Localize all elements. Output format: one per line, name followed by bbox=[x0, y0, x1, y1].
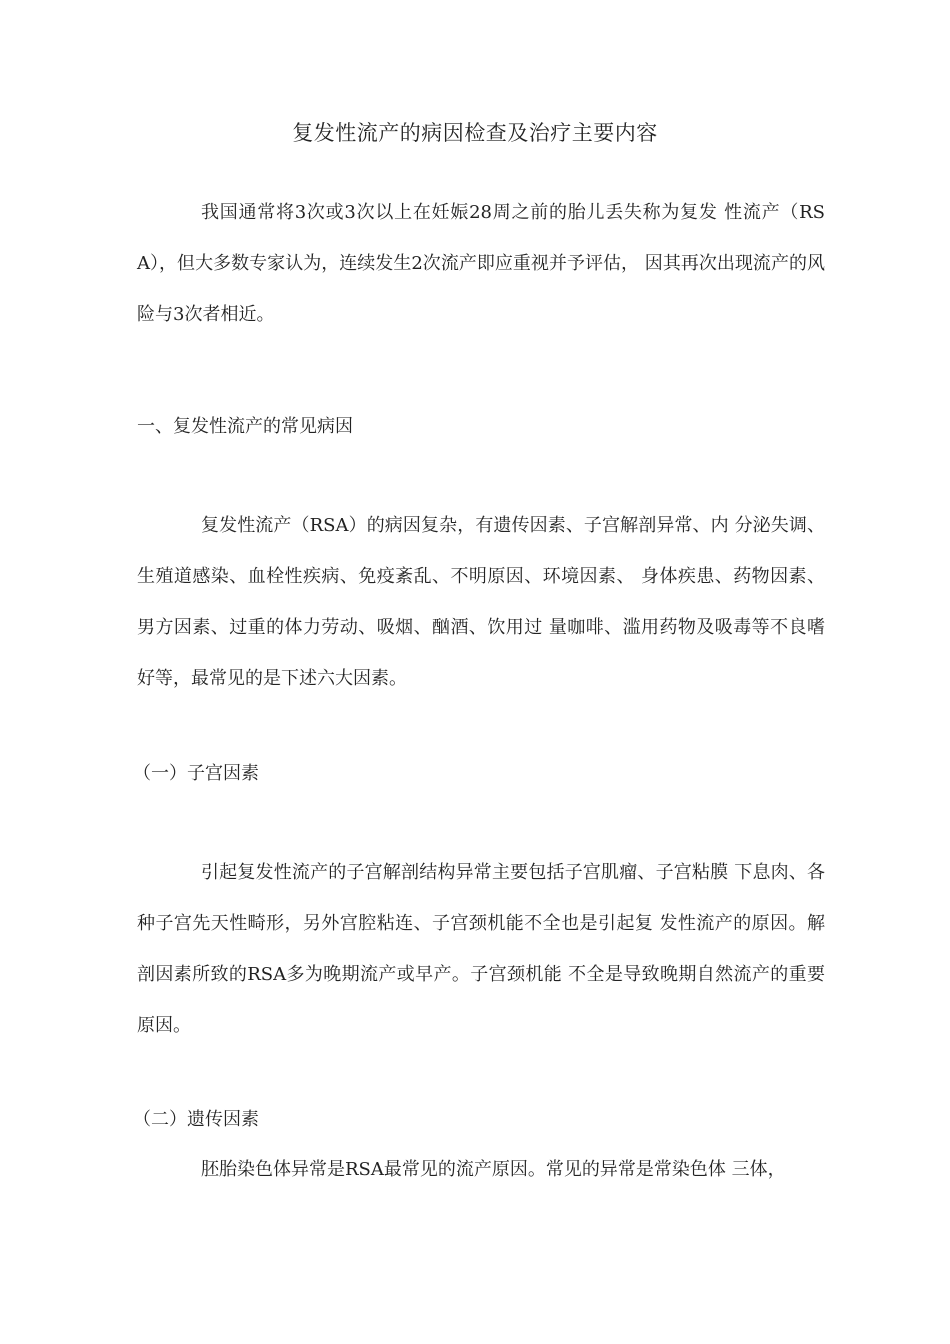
genetic-paragraph: 胚胎染色体异常是RSA最常见的流产原因。常见的异常是常染色体 三体， bbox=[201, 1159, 786, 1180]
subsection-heading-uterine: （一）子宫因素 bbox=[133, 763, 259, 784]
causes-paragraph: 复发性流产（RSA）的病因复杂，有遗传因素、子宫解剖异常、内 分泌失调、生殖道感染、血栓性疾病、免疫紊乱、不明原因、环境因素、 身体疾患、药物因素、男方因素、过重的体力劳动、吸烟、酗酒、饮用过 量咖啡、滥用药物及吸毒等不良嗜好等，最常见的是下述六大因素。 bbox=[137, 515, 825, 689]
section-heading-causes: 一、复发性流产的常见病因 bbox=[137, 416, 353, 437]
uterine-paragraph: 引起复发性流产的子宫解剖结构异常主要包括子宫肌瘤、子宫粘膜 下息肉、各种子宫先天性畸形，另外宫腔粘连、子宫颈机能不全也是引起复 发性流产的原因。解剖因素所致的RSA多为晚期流产或早产。子宫颈机能 不全是导致晚期自然流产的重要原因。 bbox=[137, 862, 825, 1036]
intro-paragraph: 我国通常将3次或3次以上在妊娠28周之前的胎儿丢失称为复发 性流产（RSA），但大多数专家认为，连续发生2次流产即应重视并予评估， 因其再次出现流产的风险与3次者相近。 bbox=[137, 202, 825, 325]
subsection-heading-genetic: （二）遗传因素 bbox=[133, 1109, 259, 1130]
document-title: 复发性流产的病因检查及治疗主要内容 bbox=[292, 121, 658, 145]
